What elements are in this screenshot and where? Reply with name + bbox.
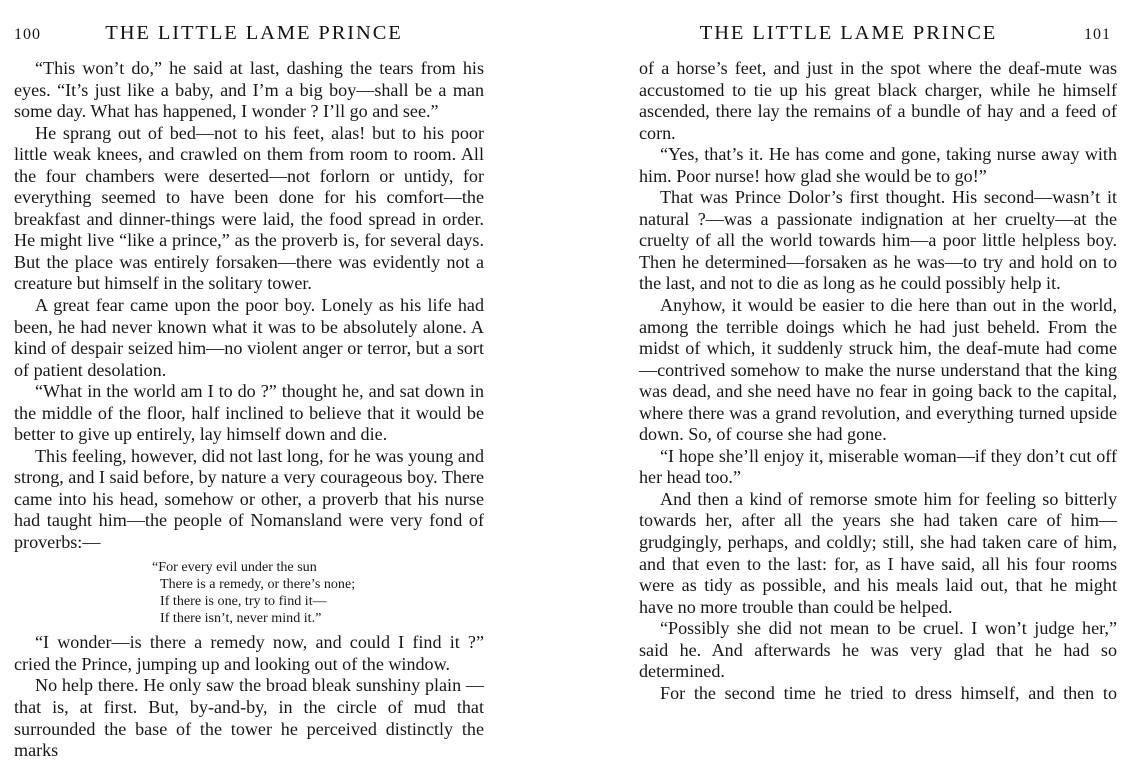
paragraph: “I wonder—is there a remedy now, and could I find it ?” cried the Prince, jumping up and looking out of the window. [14,632,484,674]
left-page-header [0,22,520,46]
verse-block [14,559,484,628]
left-running-head: THE LITTLE LAME PRINCE [105,22,403,44]
paragraph: “I hope she’ll enjoy it, miserable woman—if they don’t cut off her head too.” [639,445,1117,488]
verse-line: If there is one, try to find it— [160,592,327,609]
paragraph: That was Prince Dolor’s first thought. His second—wasn’t it natural ?—was a passionate indignation at her cruelty—at the cruelty of all the world towards him—a poor little helpless boy. Then he determined—forsaken as he was—to try and hold on to the last, and not to die as long as he could possibly help it. [639,187,1117,294]
verse-line: If there isn’t, never mind it.” [160,610,322,627]
right-page [600,0,1125,718]
left-page [0,0,520,761]
paragraph: “Yes, that’s it. He has come and gone, taking nurse away with him. Poor nurse! how glad she would be to go!” [639,144,1117,186]
paragraph: For the second time he tried to dress himself, and then to [660,682,1117,703]
paragraph: “This won’t do,” he said at last, dashing the tears from his eyes. “It’s just like a baby, and I’m a big boy—shall be a man some day. What has happened, I wonder ? I’ll go and see.” [14,58,484,122]
right-page-folio: 101 [1084,26,1111,43]
paragraph: “What in the world am I to do ?” thought he, and sat down in the middle of the floor, half inclined to believe that it would be better to give up entirely, lay himself down and die. [14,381,484,445]
paragraph: No help there. He only saw the broad bleak sunshiny plain —that is, at first. But, by-and-by, in the circle of mud that surrounded the base of the tower he perceived distinctly the marks [14,675,484,761]
paragraph: A great fear came upon the poor boy. Lonely as his life had been, he had never known what it was to be absolutely alone. A kind of despair seized him—no violent anger or terror, but a sort of patient desolation. [14,295,484,380]
paragraph: And then a kind of remorse smote him for feeling so bitterly towards her, after all the years she had taken care of him— grudgingly, perhaps, and coldly; still, she had taken care of him, and that even to the last: for, as I have said, all his four rooms were as tidy as possible, and his meals laid out, that he might have no more trouble than could be helped. [639,488,1117,617]
paragraph: Anyhow, it would be easier to die here than out in the world, among the terrible doings which he had just beheld. From the midst of which, it suddenly struck him, the deaf-mute had come—contrived somehow to make the nurse understand that the king was dead, and she need have no fear in going back to the capital, where there was a grand revolution, and everything turned upside down. So, of course she had gone. [639,295,1117,445]
right-text-column [639,58,1117,704]
verse-line: “For every evil under the sun [152,558,317,575]
right-running-head: THE LITTLE LAME PRINCE [699,22,998,44]
paragraph: “Possibly she did not mean to be cruel. I won’t judge her,” said he. And afterwards he was very glad that he had so determined. [639,618,1117,682]
paragraph: He sprang out of bed—not to his feet, alas! but to his poor little weak knees, and crawled on them from room to room. All the four chambers were deserted—not forlorn or untidy, for everything seemed to have been done for his comfort—the breakfast and dinner-things were laid, the food spread in order. He might live “like a prince,” as the proverb is, for several days. But the place was entirely forsaken—there was evidently not a creature but himself in the solitary tower. [14,122,484,294]
verse-line: There is a remedy, or there’s none; [160,575,356,592]
left-text-column [14,58,484,762]
paragraph: of a horse’s feet, and just in the spot where the deaf-mute was accustomed to tie up his great black charger, while he himself ascended, there lay the remains of a bundle of hay and a feed of corn. [639,58,1117,143]
paragraph: This feeling, however, did not last long, for he was young and strong, and I said before, by nature a very courageous boy. There came into his head, somehow or other, a proverb that his nurse had taught him—the people of Nomansland were very fond of proverbs:— [14,445,484,553]
right-page-header [600,22,1125,46]
left-page-folio: 100 [14,26,41,43]
